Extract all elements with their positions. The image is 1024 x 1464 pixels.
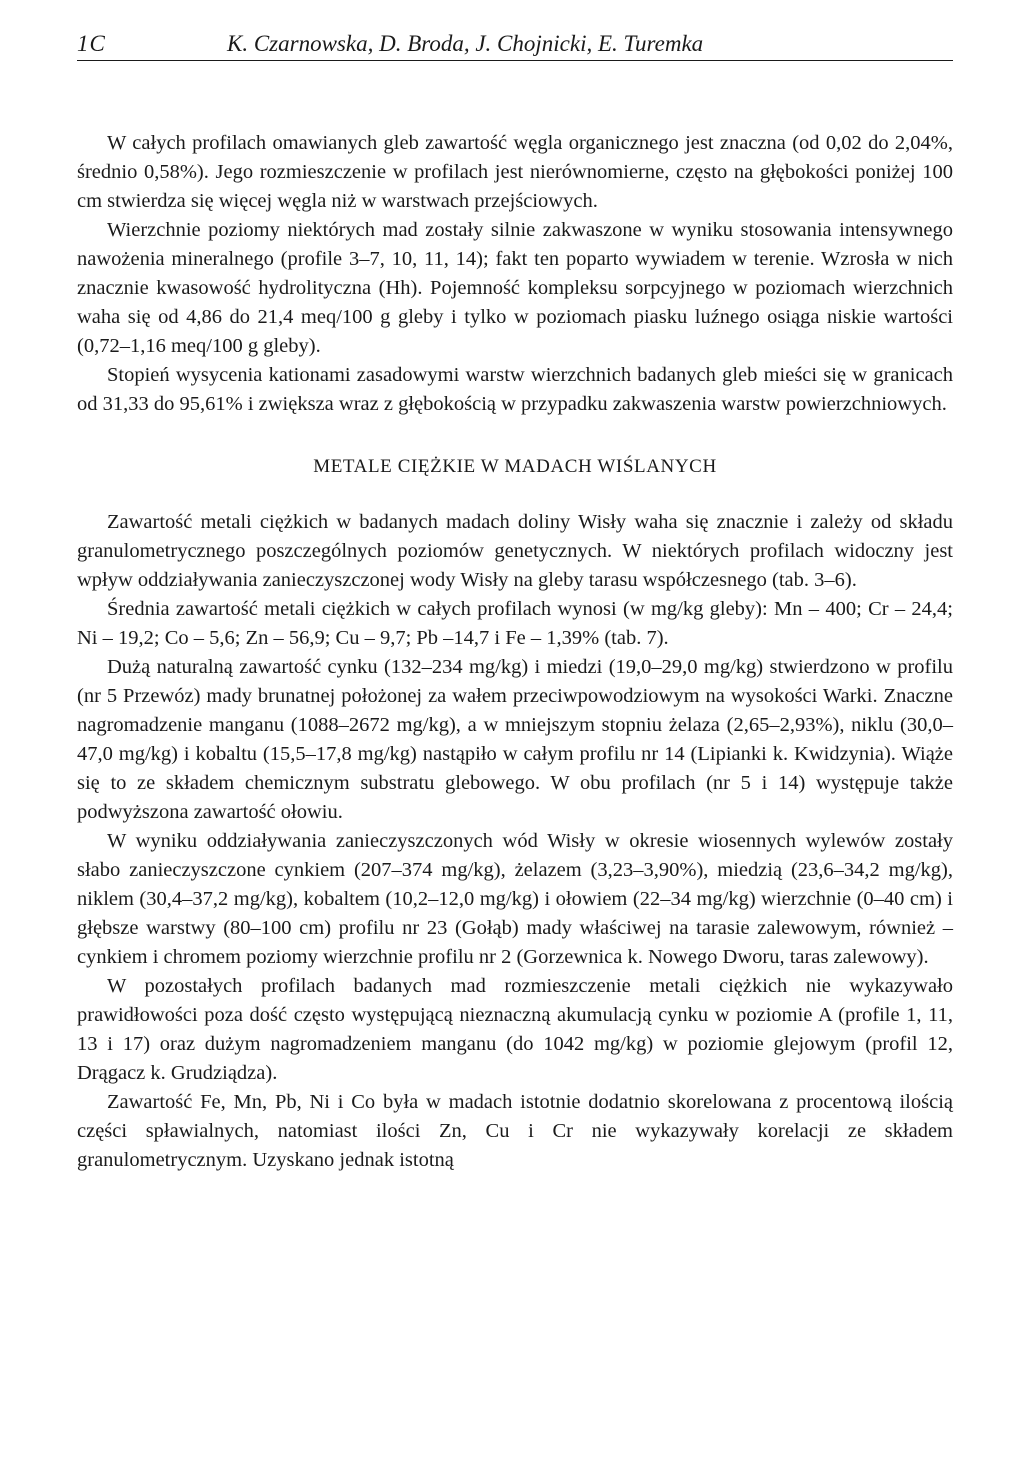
paragraph: Średnia zawartość metali ciężkich w całych profilach wynosi (w mg/kg gleby): Mn – 400; Cr – 24,4; Ni – 19,2; Co – 5,6; Zn – 56,9; Cu – 9,7; Pb –14,7 i Fe – 1,39% (tab. 7).	[77, 598, 953, 649]
running-header-authors: K. Czarnowska, D. Broda, J. Chojnicki, E. Turemka	[227, 31, 704, 56]
body-text	[77, 129, 953, 1175]
page-number: 1C	[77, 31, 106, 56]
paragraph: W całych profilach omawianych gleb zawartość węgla organicznego jest znaczna (od 0,02 do 2,04%, średnio 0,58%). Jego rozmieszczenie w profilach jest nierównomierne, często na głębokości poniżej 100 cm stwierdza się więcej węgla niż w warstwach przejściowych.	[77, 132, 953, 212]
paragraph: Zawartość metali ciężkich w badanych madach doliny Wisły waha się znacznie i zależy od składu granulometrycznego poszczególnych poziomów genetycznych. W niektórych profilach widoczny jest wpływ oddziaływania zanieczyszczonej wody Wisły na gleby tarasu współczesnego (tab. 3–6).	[77, 511, 953, 591]
paragraph: W wyniku oddziaływania zanieczyszczonych wód Wisły w okresie wiosennych wylewów zostały słabo zanieczyszczone cynkiem (207–374 mg/kg), żelazem (3,23–3,90%), miedzią (23,6–34,2 mg/kg), niklem (30,4–37,2 mg/kg), kobaltem (10,2–12,0 mg/kg) i ołowiem (22–34 mg/kg) wierzchnie (0–40 cm) i głębsze warstwy (80–100 cm) profilu nr 23 (Gołąb) mady właściwej na tarasie zalewowym, również – cynkiem i chromem poziomy wierzchnie profilu nr 2 (Gorzewnica k. Nowego Dworu, taras zalewowy).	[77, 830, 953, 968]
running-header	[77, 30, 953, 61]
paragraph: Dużą naturalną zawartość cynku (132–234 mg/kg) i miedzi (19,0–29,0 mg/kg) stwierdzono w profilu (nr 5 Przewóz) mady brunatnej położonej za wałem przeciwpowodziowym na wysokości Warki. Znaczne nagromadzenie manganu (1088–2672 mg/kg), a w mniejszym stopniu żelaza (2,65–2,93%), niklu (30,0–47,0 mg/kg) i kobaltu (15,5–17,8 mg/kg) nastąpiło w całym profilu nr 14 (Lipianki k. Kwidzynia). Wiąże się to ze składem chemicznym substratu glebowego. W obu profilach (nr 5 i 14) występuje także podwyższona zawartość ołowiu.	[77, 656, 953, 823]
section-heading: METALE CIĘŻKIE W MADACH WIŚLANYCH	[313, 456, 717, 477]
document-page	[77, 30, 953, 1175]
paragraph: Stopień wysycenia kationami zasadowymi warstw wierzchnich badanych gleb mieści się w granicach od 31,33 do 95,61% i zwiększa wraz z głębokością w przypadku zakwaszenia warstw powierzchniowych.	[77, 364, 953, 415]
paragraph: Wierzchnie poziomy niektórych mad zostały silnie zakwaszone w wyniku stosowania intensywnego nawożenia mineralnego (profile 3–7, 10, 11, 14); fakt ten poparto wywiadem w terenie. Wzrosła w nich znacznie kwasowość hydrolityczna (Hh). Pojemność kompleksu sorpcyjnego w poziomach wierzchnich waha się od 4,86 do 21,4 meq/100 g gleby i tylko w poziomach piasku luźnego osiąga niskie wartości (0,72–1,16 meq/100 g gleby).	[77, 219, 953, 357]
paragraph: W pozostałych profilach badanych mad rozmieszczenie metali ciężkich nie wykazywało prawidłowości poza dość często występującą nieznaczną akumulacją cynku w poziomie A (profile 1, 11, 13 i 17) oraz dużym nagromadzeniem manganu (do 1042 mg/kg) w poziomie glejowym (profil 12, Drągacz k. Grudziądza).	[77, 975, 953, 1084]
paragraph: Zawartość Fe, Mn, Pb, Ni i Co była w madach istotnie dodatnio skorelowana z procentową ilością części spławialnych, natomiast ilości Zn, Cu i Cr nie wykazywały korelacji ze składem granulometrycznym. Uzyskano jednak istotną	[77, 1091, 953, 1171]
